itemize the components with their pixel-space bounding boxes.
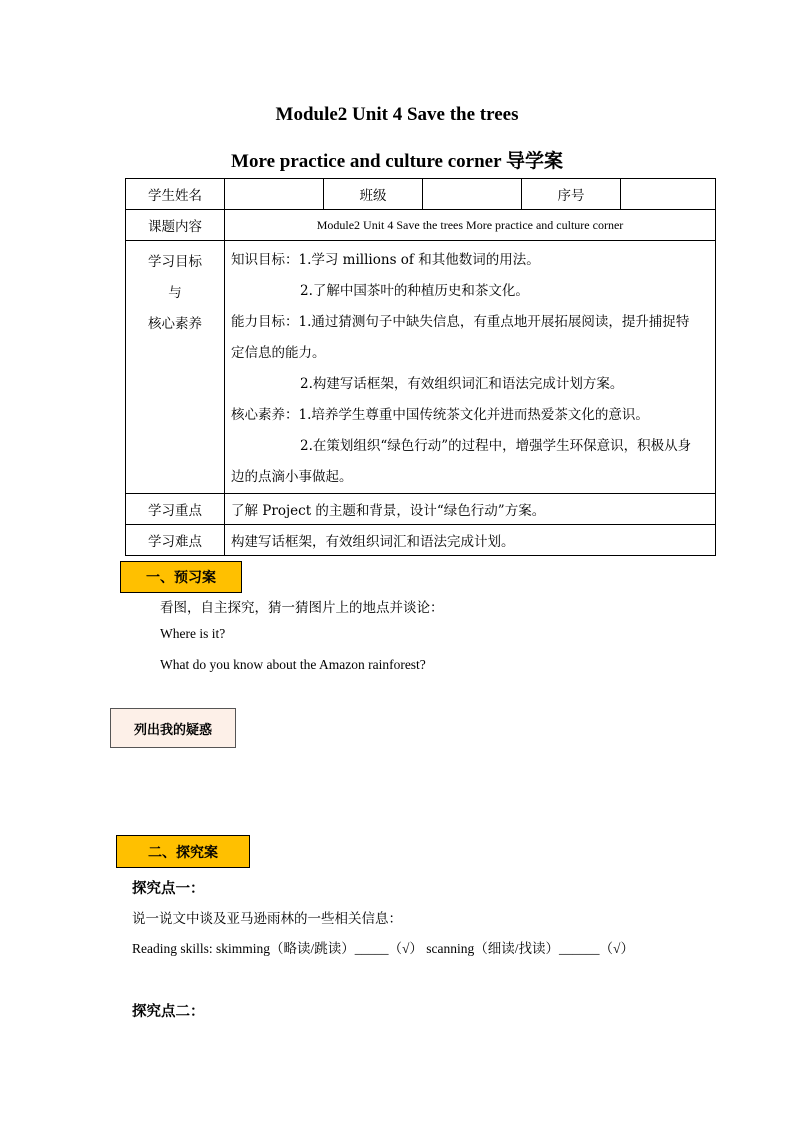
goal-line: 能力目标：1.通过猜测句子中缺失信息，有重点地开展拓展阅读，提升捕捉特 bbox=[231, 314, 690, 330]
difficulty-label: 学习难点 bbox=[126, 525, 225, 556]
info-table bbox=[125, 178, 716, 556]
number-label: 序号 bbox=[522, 179, 621, 210]
goals-content bbox=[225, 241, 716, 494]
student-name-label: 学生姓名 bbox=[126, 179, 225, 210]
explore-point-2: 探究点二： bbox=[132, 1003, 205, 1020]
key-value: 了解 Project 的主题和背景，设计“绿色行动”方案。 bbox=[225, 494, 716, 525]
goals-label-line: 与 bbox=[168, 285, 182, 301]
explore-point-1: 探究点一： bbox=[132, 880, 205, 897]
goal-line: 2.了解中国茶叶的种植历史和茶文化。 bbox=[300, 283, 529, 299]
topic-label: 课题内容 bbox=[126, 210, 225, 241]
section-tag-explore: 二、探究案 bbox=[116, 835, 250, 868]
goal-line: 知识目标：1.学习 millions of 和其他数词的用法。 bbox=[231, 252, 540, 268]
preview-instruction: 看图，自主探究，猜一猜图片上的地点并谈论： bbox=[160, 600, 444, 616]
goal-line: 2.在策划组织“绿色行动”的过程中，增强学生环保意识，积极从身 bbox=[300, 438, 692, 454]
goals-label bbox=[126, 241, 225, 494]
difficulty-value: 构建写话框架，有效组织词汇和语法完成计划。 bbox=[225, 525, 716, 556]
doubt-box: 列出我的疑惑 bbox=[110, 708, 236, 748]
preview-question-2: What do you know about the Amazon rainforest? bbox=[160, 657, 426, 672]
goal-line: 2.构建写话框架，有效组织词汇和语法完成计划方案。 bbox=[300, 376, 624, 392]
student-name-value[interactable] bbox=[225, 179, 324, 210]
number-value[interactable] bbox=[621, 179, 716, 210]
goal-line: 定信息的能力。 bbox=[231, 345, 326, 361]
class-label: 班级 bbox=[324, 179, 423, 210]
topic-value: Module2 Unit 4 Save the trees More practice and culture corner bbox=[225, 210, 716, 241]
class-value[interactable] bbox=[423, 179, 522, 210]
title-line-1: Module2 Unit 4 Save the trees bbox=[275, 104, 519, 125]
key-label: 学习重点 bbox=[126, 494, 225, 525]
goals-label-line: 核心素养 bbox=[148, 316, 202, 332]
title-line-2: More practice and culture corner 导学案 bbox=[231, 151, 563, 172]
explore-instruction: 说一说文中谈及亚马逊雨林的一些相关信息： bbox=[132, 911, 402, 927]
goal-line: 边的点滴小事做起。 bbox=[231, 469, 353, 485]
reading-skills-line: Reading skills: skimming（略读/跳读）_____（√） scanning（细读/找读）______（√） bbox=[132, 941, 634, 956]
section-tag-preview: 一、预习案 bbox=[120, 561, 242, 593]
goal-line: 核心素养：1.培养学生尊重中国传统茶文化并进而热爱茶文化的意识。 bbox=[231, 407, 649, 423]
preview-question-1: Where is it? bbox=[160, 626, 226, 641]
goals-label-line: 学习目标 bbox=[148, 254, 202, 270]
